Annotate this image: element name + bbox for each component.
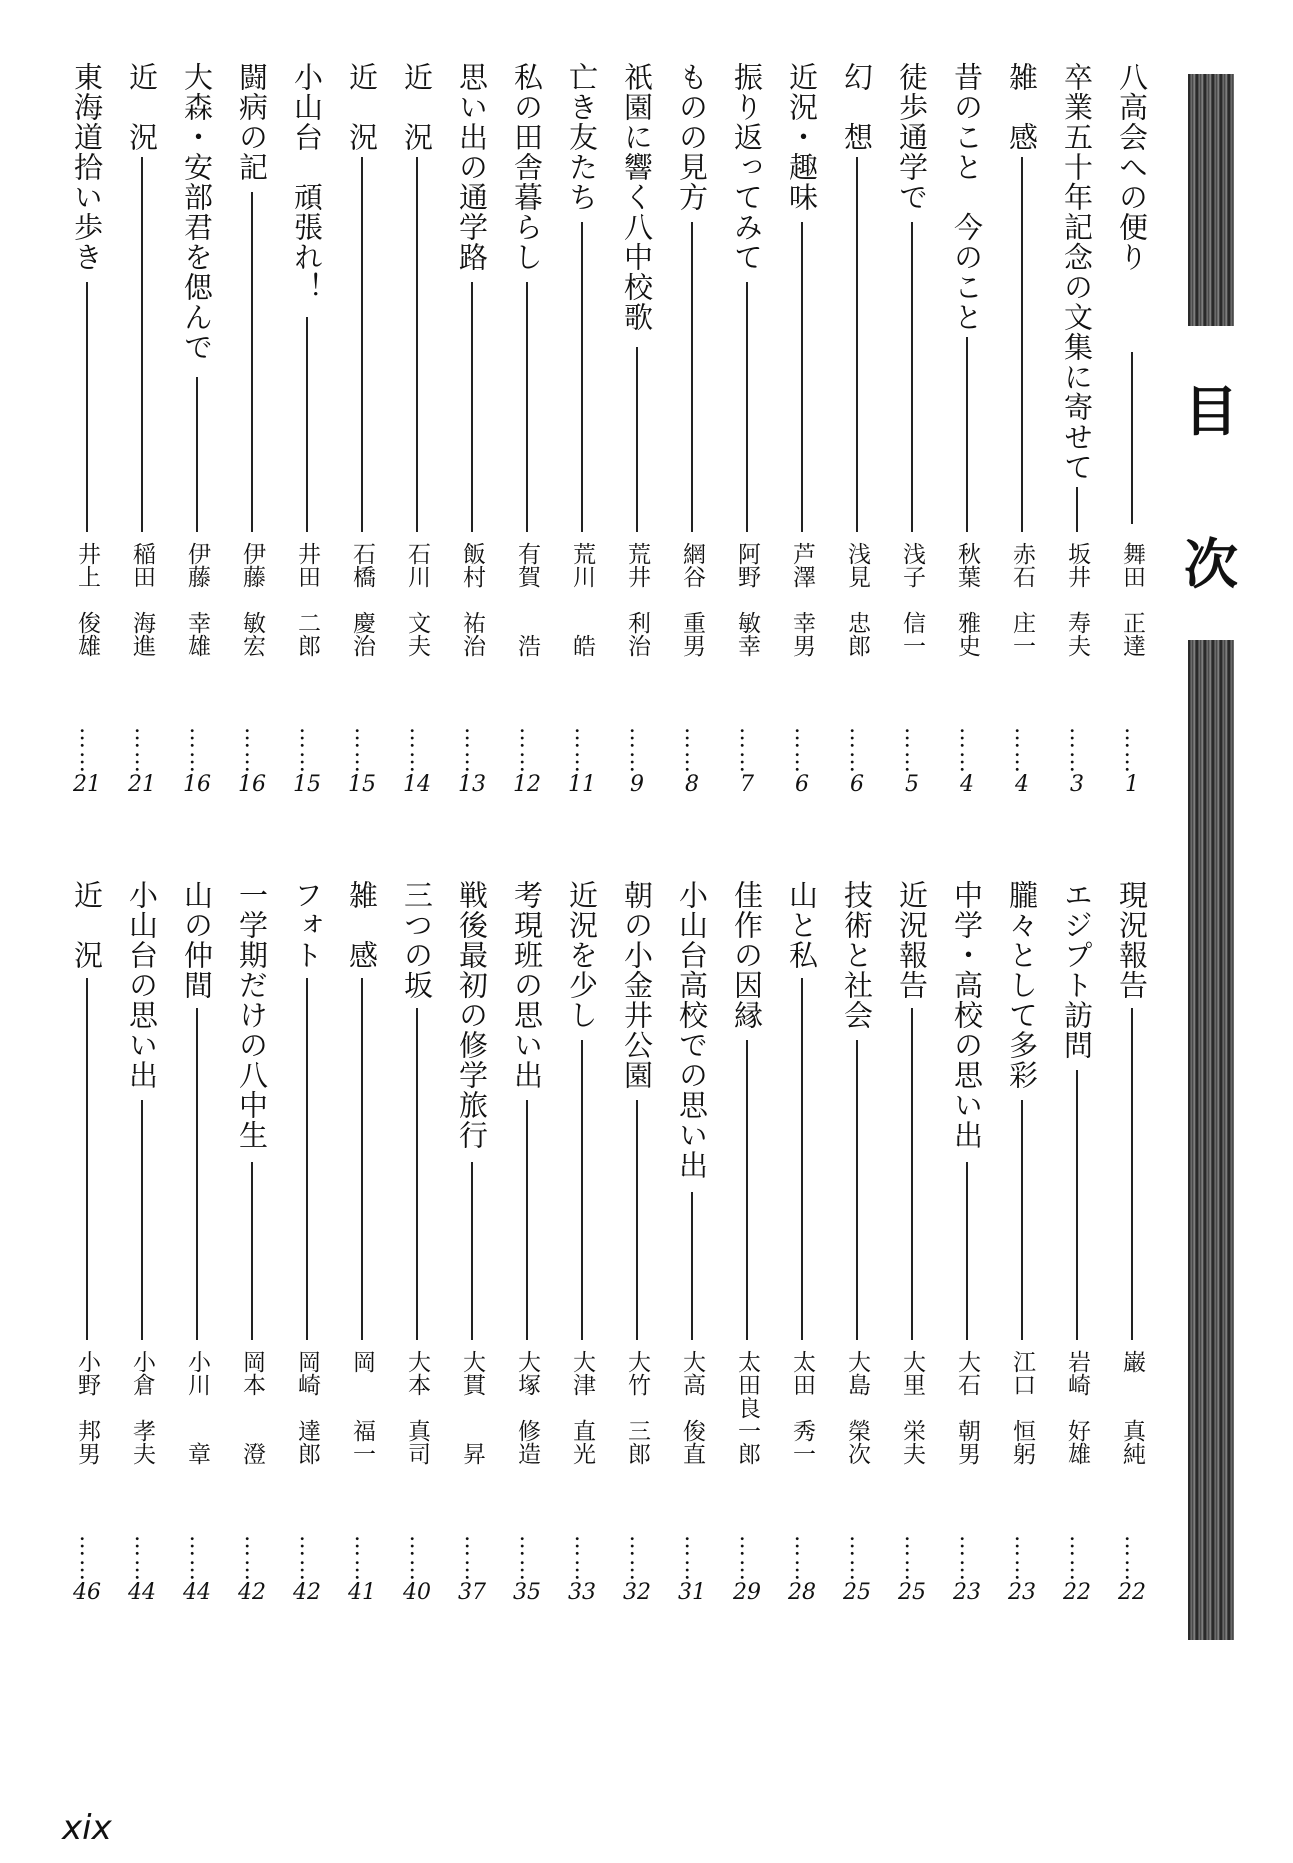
leader-dots: …… <box>295 727 320 775</box>
entry-title: 小山台 頑張れ！ <box>290 62 324 302</box>
toc-entry[interactable] <box>1110 880 1154 1610</box>
entry-title: 近 況 <box>125 62 159 152</box>
entry-title: 一学期だけの八中生 <box>235 880 269 1150</box>
leader-line <box>911 222 913 532</box>
entry-author: 井上 俊雄 <box>74 542 100 657</box>
entry-title: 亡き友たち <box>565 62 599 212</box>
entry-title: 近 況 <box>70 880 104 970</box>
toc-entry[interactable] <box>120 880 164 1610</box>
leader-line <box>416 157 418 532</box>
entry-title: 技術と社会 <box>840 880 874 1030</box>
decorative-bar-top <box>1188 74 1234 326</box>
entry-page: 4 <box>1015 772 1029 797</box>
leader-line <box>1021 1100 1023 1340</box>
leader-dots: …… <box>900 727 925 775</box>
leader-line <box>581 222 583 532</box>
leader-line <box>966 1162 968 1340</box>
entry-author: 大塚 修造 <box>514 1350 540 1465</box>
entry-page: 44 <box>128 1580 156 1605</box>
entry-page: 7 <box>740 772 754 797</box>
entry-title: 振り返ってみて <box>730 62 764 272</box>
entry-author: 石川 文夫 <box>404 542 430 657</box>
entry-page: 15 <box>293 772 321 797</box>
entry-page: 25 <box>843 1580 871 1605</box>
entry-title: 思い出の通学路 <box>455 62 489 272</box>
toc-entry[interactable] <box>175 880 219 1610</box>
toc-entry[interactable] <box>285 880 329 1610</box>
entry-page: 13 <box>458 772 486 797</box>
entry-title: 三つの坂 <box>400 880 434 1000</box>
leader-dots: …… <box>130 1535 155 1583</box>
toc-entry[interactable] <box>1055 880 1099 1610</box>
entry-page: 42 <box>238 1580 266 1605</box>
entry-title: 卒業五十年記念の文集に寄せて <box>1060 62 1094 482</box>
entry-page: 32 <box>623 1580 651 1605</box>
entry-page: 6 <box>850 772 864 797</box>
leader-line <box>746 282 748 532</box>
leader-line <box>1131 352 1133 524</box>
toc-entry[interactable] <box>945 880 989 1610</box>
leader-line <box>361 157 363 532</box>
toc-entry[interactable] <box>340 62 384 797</box>
leader-dots: …… <box>790 1535 815 1583</box>
entry-title: 近況を少し <box>565 880 599 1030</box>
entry-author: 飯村 祐治 <box>459 542 485 657</box>
entry-title: 近況報告 <box>895 880 929 1000</box>
entry-title: 山の仲間 <box>180 880 214 1000</box>
entry-title: 戦後最初の修学旅行 <box>455 880 489 1150</box>
entry-author: 石橋 慶治 <box>349 542 375 657</box>
entry-page: 16 <box>238 772 266 797</box>
leader-dots: …… <box>845 727 870 775</box>
entry-title: 幻 想 <box>840 62 874 152</box>
leader-dots: …… <box>75 727 100 775</box>
leader-line <box>911 1008 913 1340</box>
entry-page: 6 <box>795 772 809 797</box>
entry-author: 井田 二郎 <box>294 542 320 657</box>
toc-entry[interactable] <box>450 880 494 1610</box>
leader-dots: …… <box>680 727 705 775</box>
leader-line <box>856 157 858 532</box>
entry-title: 祇園に響く八中校歌 <box>620 62 654 332</box>
leader-line <box>856 1040 858 1340</box>
leader-dots: …… <box>1120 1535 1145 1583</box>
toc-entry[interactable] <box>175 62 219 797</box>
leader-dots: …… <box>350 727 375 775</box>
toc-entry[interactable] <box>1000 880 1044 1610</box>
entry-author: 岡崎 達郎 <box>294 1350 320 1465</box>
entry-author: 舞田 正達 <box>1119 542 1145 657</box>
toc-entry[interactable] <box>670 62 714 797</box>
entry-author: 浅子 信一 <box>899 542 925 657</box>
leader-line <box>471 1162 473 1340</box>
toc-entry[interactable] <box>505 62 549 797</box>
entry-author: 大津 直光 <box>569 1350 595 1465</box>
leader-dots: …… <box>570 727 595 775</box>
leader-line <box>416 1008 418 1340</box>
leader-line <box>691 1192 693 1340</box>
entry-page: 14 <box>403 772 431 797</box>
entry-page: 21 <box>128 772 156 797</box>
entry-title: 雑 感 <box>345 880 379 970</box>
leader-line <box>251 1162 253 1340</box>
leader-line <box>1131 1008 1133 1340</box>
toc-entry[interactable] <box>450 62 494 797</box>
toc-entry[interactable] <box>835 880 879 1610</box>
toc-entry[interactable] <box>615 880 659 1610</box>
toc-entry[interactable] <box>725 880 769 1610</box>
leader-dots: …… <box>625 1535 650 1583</box>
entry-title: 八高会への便り <box>1115 62 1149 272</box>
leader-line <box>746 1040 748 1340</box>
leader-dots: …… <box>845 1535 870 1583</box>
entry-title: 朧々として多彩 <box>1005 880 1039 1090</box>
entry-author: 伊藤 幸雄 <box>184 542 210 657</box>
toc-entry[interactable] <box>615 62 659 797</box>
entry-page: 44 <box>183 1580 211 1605</box>
leader-dots: …… <box>130 727 155 775</box>
entry-page: 4 <box>960 772 974 797</box>
entry-title: エジプト訪問 <box>1060 880 1094 1060</box>
leader-line <box>1021 157 1023 532</box>
leader-dots: …… <box>460 727 485 775</box>
leader-line <box>471 282 473 532</box>
entry-author: 芦澤 幸男 <box>789 542 815 657</box>
leader-line <box>196 377 198 532</box>
leader-dots: …… <box>295 1535 320 1583</box>
entry-author: 浅見 忠郎 <box>844 542 870 657</box>
leader-line <box>966 337 968 532</box>
entry-title: 昔のこと 今のこと <box>950 62 984 332</box>
leader-dots: …… <box>405 1535 430 1583</box>
entry-page: 40 <box>403 1580 431 1605</box>
leader-dots: …… <box>240 1535 265 1583</box>
entry-page: 25 <box>898 1580 926 1605</box>
toc-entry[interactable] <box>560 880 604 1610</box>
leader-line <box>251 192 253 532</box>
decorative-bar-bottom <box>1188 640 1234 1640</box>
entry-title: 朝の小金井公園 <box>620 880 654 1090</box>
toc-entry[interactable] <box>1055 62 1099 797</box>
entry-author: 秋葉 雅史 <box>954 542 980 657</box>
entry-page: 1 <box>1125 772 1139 797</box>
leader-dots: …… <box>405 727 430 775</box>
entry-author: 太田良一郎 <box>734 1350 760 1465</box>
entry-author: 稲田 海進 <box>129 542 155 657</box>
entry-title: ものの見方 <box>675 62 709 212</box>
leader-dots: …… <box>955 727 980 775</box>
entry-page: 11 <box>568 772 596 797</box>
leader-dots: …… <box>1010 1535 1035 1583</box>
entry-author: 小野 邦男 <box>74 1350 100 1465</box>
entry-author: 大里 栄夫 <box>899 1350 925 1465</box>
entry-author: 坂井 寿夫 <box>1064 542 1090 657</box>
leader-line <box>801 978 803 1340</box>
entry-title: 佳作の因縁 <box>730 880 764 1030</box>
entry-page: 8 <box>685 772 699 797</box>
toc-entry[interactable] <box>1000 62 1044 797</box>
entry-page: 28 <box>788 1580 816 1605</box>
entry-author: 巌 真純 <box>1119 1350 1145 1465</box>
toc-entry[interactable] <box>780 880 824 1610</box>
leader-dots: …… <box>515 1535 540 1583</box>
toc-entry[interactable] <box>890 880 934 1610</box>
leader-dots: …… <box>955 1535 980 1583</box>
toc-entry[interactable] <box>780 62 824 797</box>
toc-entry[interactable] <box>835 62 879 797</box>
leader-line <box>636 1100 638 1340</box>
toc-entry[interactable] <box>560 62 604 797</box>
entry-author: 大竹 三郎 <box>624 1350 650 1465</box>
leader-line <box>86 282 88 532</box>
toc-entry[interactable] <box>65 62 109 797</box>
entry-author: 大本 真司 <box>404 1350 430 1465</box>
entry-title: 中学・高校の思い出 <box>950 880 984 1150</box>
leader-dots: …… <box>240 727 265 775</box>
entry-page: 31 <box>678 1580 706 1605</box>
leader-dots: …… <box>790 727 815 775</box>
entry-author: 小倉 孝夫 <box>129 1350 155 1465</box>
entry-page: 29 <box>733 1580 761 1605</box>
toc-entry[interactable] <box>230 62 274 797</box>
entry-page: 42 <box>293 1580 321 1605</box>
leader-dots: …… <box>1065 727 1090 775</box>
entry-page: 16 <box>183 772 211 797</box>
entry-page: 12 <box>513 772 541 797</box>
entry-author: 荒川 皓 <box>569 542 595 657</box>
toc-entry[interactable] <box>505 880 549 1610</box>
leader-dots: …… <box>350 1535 375 1583</box>
leader-line <box>801 222 803 532</box>
leader-dots: …… <box>1010 727 1035 775</box>
entry-title: フォト <box>290 880 324 970</box>
entry-author: 大高 俊直 <box>679 1350 705 1465</box>
toc-entry[interactable] <box>285 62 329 797</box>
toc-entry[interactable] <box>670 880 714 1610</box>
entry-author: 岡 福一 <box>349 1350 375 1465</box>
leader-line <box>581 1040 583 1340</box>
toc-entry[interactable] <box>395 880 439 1610</box>
entry-author: 大石 朝男 <box>954 1350 980 1465</box>
toc-entry[interactable] <box>395 62 439 797</box>
entry-author: 伊藤 敏宏 <box>239 542 265 657</box>
leader-dots: …… <box>680 1535 705 1583</box>
leader-line <box>361 978 363 1340</box>
entry-title: 闘病の記 <box>235 62 269 182</box>
entry-author: 大貫 昇 <box>459 1350 485 1465</box>
leader-dots: …… <box>625 727 650 775</box>
entry-page: 9 <box>630 772 644 797</box>
entry-author: 江口 恒躬 <box>1009 1350 1035 1465</box>
entry-title: 小山台高校での思い出 <box>675 880 709 1180</box>
entry-title: 近 況 <box>400 62 434 152</box>
entry-page: 35 <box>513 1580 541 1605</box>
leader-line <box>306 317 308 532</box>
leader-dots: …… <box>75 1535 100 1583</box>
entry-page: 23 <box>953 1580 981 1605</box>
leader-line <box>691 222 693 532</box>
leader-dots: …… <box>900 1535 925 1583</box>
toc-title-char-2: 次 <box>1184 533 1238 596</box>
entry-title: 東海道拾い歩き <box>70 62 104 272</box>
leader-dots: …… <box>735 1535 760 1583</box>
entry-author: 大島 榮次 <box>844 1350 870 1465</box>
leader-line <box>1076 1070 1078 1340</box>
leader-line <box>141 1100 143 1340</box>
entry-page: 23 <box>1008 1580 1036 1605</box>
entry-title: 現況報告 <box>1115 880 1149 1000</box>
leader-line <box>526 1100 528 1340</box>
entry-author: 小川 章 <box>184 1350 210 1465</box>
leader-line <box>526 282 528 532</box>
entry-author: 太田 秀一 <box>789 1350 815 1465</box>
leader-line <box>196 1008 198 1340</box>
entry-title: 雑 感 <box>1005 62 1039 152</box>
leader-line <box>1076 487 1078 532</box>
leader-line <box>141 157 143 532</box>
entry-page: 22 <box>1118 1580 1146 1605</box>
entry-author: 赤石 庄一 <box>1009 542 1035 657</box>
entry-page: 3 <box>1070 772 1084 797</box>
entry-author: 有賀 浩 <box>514 542 540 657</box>
entry-author: 岡本 澄 <box>239 1350 265 1465</box>
toc-entry[interactable] <box>340 880 384 1610</box>
entry-title: 徒歩通学で <box>895 62 929 212</box>
entry-title: 近況・趣味 <box>785 62 819 212</box>
leader-dots: …… <box>515 727 540 775</box>
entry-author: 荒井 利治 <box>624 542 650 657</box>
entry-author: 網谷 重男 <box>679 542 705 657</box>
leader-dots: …… <box>1065 1535 1090 1583</box>
entry-page: 21 <box>73 772 101 797</box>
toc-entry[interactable] <box>65 880 109 1610</box>
leader-dots: …… <box>185 727 210 775</box>
leader-line <box>636 347 638 532</box>
entry-page: 15 <box>348 772 376 797</box>
entry-author: 阿野 敏幸 <box>734 542 760 657</box>
toc-entry[interactable] <box>120 62 164 797</box>
entry-title: 近 況 <box>345 62 379 152</box>
page-number: xix <box>62 1808 112 1848</box>
leader-dots: …… <box>570 1535 595 1583</box>
leader-line <box>86 978 88 1340</box>
entry-page: 41 <box>348 1580 376 1605</box>
entry-page: 46 <box>73 1580 101 1605</box>
entry-title: 小山台の思い出 <box>125 880 159 1090</box>
entry-page: 33 <box>568 1580 596 1605</box>
toc-entry[interactable] <box>945 62 989 797</box>
leader-dots: …… <box>185 1535 210 1583</box>
entry-author: 岩崎 好雄 <box>1064 1350 1090 1465</box>
entry-title: 考現班の思い出 <box>510 880 544 1090</box>
entry-page: 5 <box>905 772 919 797</box>
leader-dots: …… <box>1120 727 1145 775</box>
toc-entry[interactable] <box>725 62 769 797</box>
leader-dots: …… <box>460 1535 485 1583</box>
toc-entry[interactable] <box>890 62 934 797</box>
toc-entry[interactable] <box>230 880 274 1610</box>
toc-title-char-1: 目 <box>1184 380 1238 443</box>
toc-entry[interactable] <box>1110 62 1154 797</box>
entry-title: 山と私 <box>785 880 819 970</box>
leader-dots: …… <box>735 727 760 775</box>
entry-page: 22 <box>1063 1580 1091 1605</box>
leader-line <box>306 978 308 1340</box>
entry-page: 37 <box>458 1580 486 1605</box>
entry-title: 大森・安部君を偲んで <box>180 62 214 362</box>
entry-title: 私の田舎暮らし <box>510 62 544 272</box>
